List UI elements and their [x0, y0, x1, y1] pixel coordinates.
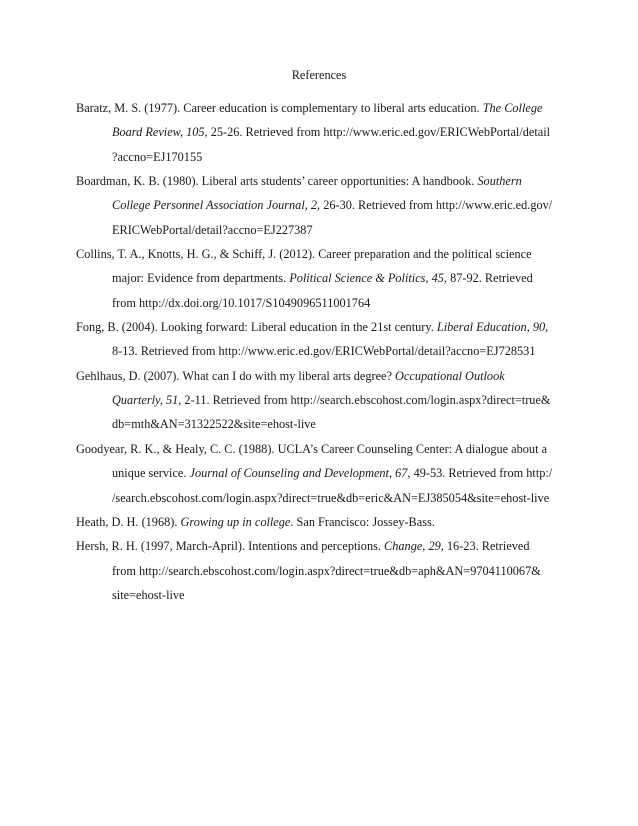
reference-italic-text: Board Review, 105 [112, 125, 205, 140]
reference-text: Hersh, R. H. (1997, March-April). Intentions and perceptions. [76, 539, 385, 554]
reference-italic-text: The College [482, 101, 543, 115]
reference-entry [76, 315, 576, 364]
reference-text: , [545, 320, 549, 335]
reference-text: 8-13. Retrieved from http://www.eric.ed.gov/ERICWebPortal/detail?accno=EJ728531 [112, 344, 536, 359]
reference-text: 87-92. Retrieved [447, 271, 533, 286]
reference-text: , 26-30. Retrieved from http://www.eric.ed.gov/ [317, 198, 553, 213]
reference-text: , 49-53. Retrieved from http:/ [407, 466, 553, 481]
reference-entry [76, 169, 576, 242]
reference-italic-text: Political Science & Politics, 45, [289, 271, 447, 286]
reference-entry [76, 437, 576, 510]
reference-italic-text: Quarterly, 51 [112, 393, 179, 408]
reference-italic-text: Occupational Outlook [395, 368, 505, 383]
reference-text: , 25-26. Retrieved from http://www.eric.ed.gov/ERICWebPortal/detail [204, 125, 551, 140]
reference-text: unique service. [112, 466, 190, 481]
reference-italic-text: Growing up in college [180, 514, 291, 529]
reference-text: Boardman, K. B. (1980). Liberal arts students’ career opportunities: A handbook. [76, 174, 478, 189]
reference-italic-text: College Personnel Association Journal, 2 [112, 198, 318, 213]
reference-italic-text: Southern [477, 174, 522, 189]
reference-text: from http://search.ebscohost.com/login.aspx?direct=true&db=aph&AN=9704110067& [112, 563, 541, 578]
reference-list [76, 96, 576, 607]
reference-entry [76, 510, 576, 534]
reference-entry [76, 364, 576, 437]
reference-text: , 2-11. Retrieved from http://search.ebscohost.com/login.aspx?direct=true& [178, 393, 551, 408]
reference-entry [76, 242, 576, 315]
reference-text: Heath, D. H. (1968). [76, 514, 181, 529]
reference-text: ERICWebPortal/detail?accno=EJ227387 [112, 222, 313, 237]
reference-text: db=mth&AN=31322522&site=ehost-live [112, 417, 316, 432]
reference-text: Collins, T. A., Knotts, H. G., & Schiff, J. (2012). Career preparation and the political science [76, 247, 532, 262]
page-title: References [291, 68, 347, 82]
reference-text: major: Evidence from departments. [112, 271, 290, 286]
reference-text: /search.ebscohost.com/login.aspx?direct=true&db=eric&AN=EJ385054&site=ehost-live [112, 490, 550, 505]
reference-italic-text: Journal of Counseling and Development, 67 [189, 466, 408, 481]
reference-text: ?accno=EJ170155 [112, 149, 203, 164]
reference-italic-text: Change, 29 [384, 539, 441, 554]
reference-text: Baratz, M. S. (1977). Career education is complementary to liberal arts education. [76, 101, 483, 115]
reference-text: Fong, B. (2004). Looking forward: Liberal education in the 21st century. [76, 320, 437, 335]
reference-text: , 16-23. Retrieved [440, 539, 530, 554]
reference-text: from http://dx.doi.org/10.1017/S1049096511001764 [112, 295, 371, 310]
reference-entry [76, 534, 576, 607]
reference-text: site=ehost-live [112, 587, 185, 602]
reference-text: Goodyear, R. K., & Healy, C. C. (1988). UCLA’s Career Counseling Center: A dialogue about a [76, 441, 548, 456]
reference-text: . San Francisco: Jossey-Bass. [290, 514, 435, 529]
reference-text: Gehlhaus, D. (2007). What can I do with my liberal arts degree? [76, 368, 396, 383]
reference-entry [76, 96, 576, 169]
reference-italic-text: Liberal Education, 90 [436, 320, 546, 335]
